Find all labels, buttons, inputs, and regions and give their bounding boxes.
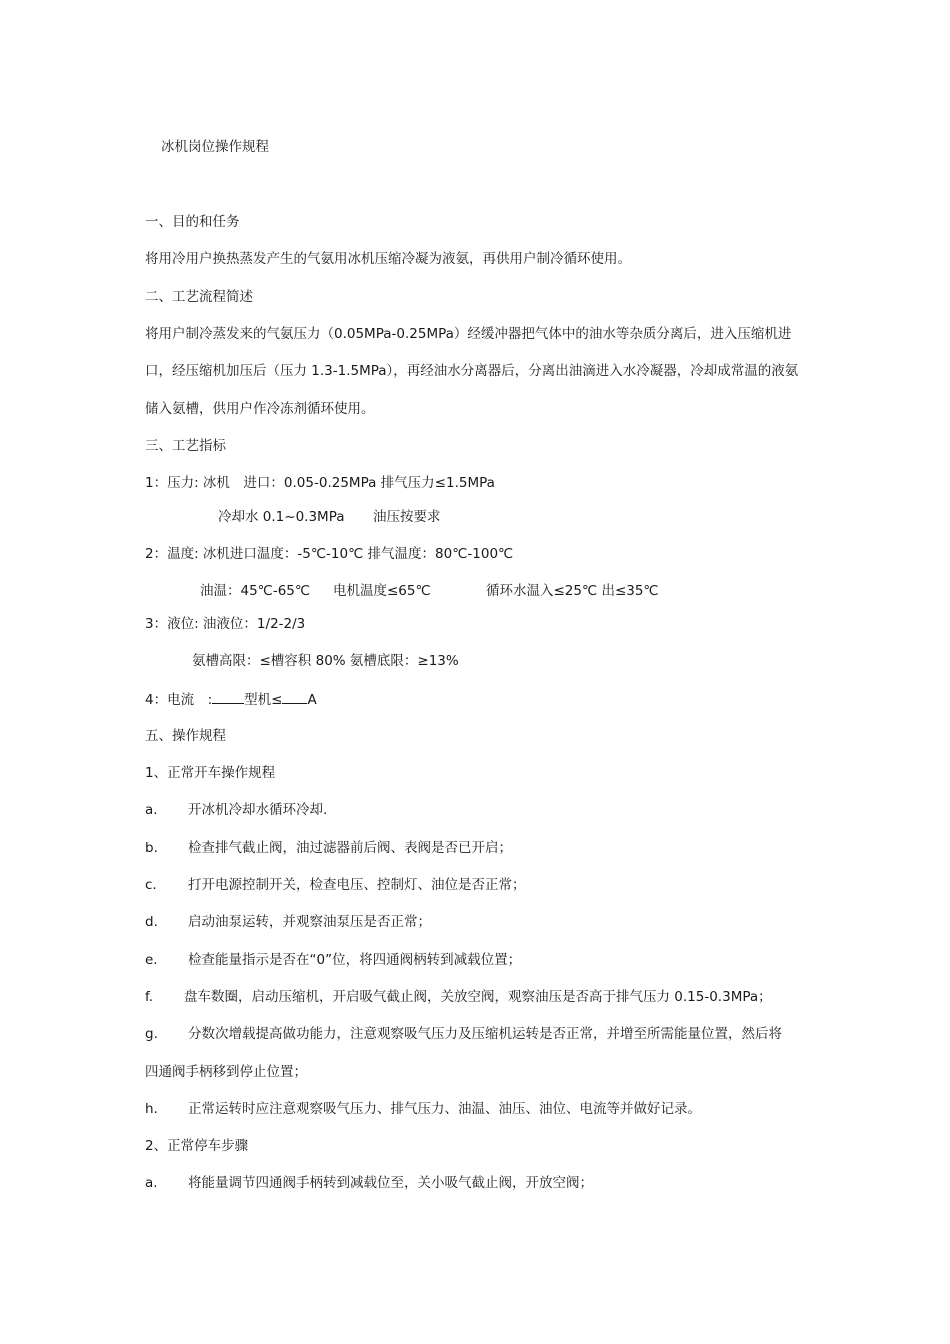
paragraph-process-line: 储入氨槽，供用户作冷冻剂循环使用。 bbox=[145, 401, 375, 417]
paragraph-process-line: 将用户制冷蒸发来的气氨压力（0.05MPa-0.25MPa）经缓冲器把气体中的油水等杂质分离后，进入压缩机进 bbox=[145, 326, 792, 342]
list-text: 打开电源控制开关，检查电压、控制灯、油位是否正常； bbox=[188, 877, 526, 893]
blank-underline bbox=[282, 690, 307, 704]
list-text: 开冰机冷却水循环冷却. bbox=[188, 802, 328, 818]
section-heading-operation: 五、操作规程 bbox=[145, 728, 226, 744]
list-marker: e. bbox=[145, 952, 158, 968]
list-marker: f. bbox=[145, 989, 154, 1005]
indicator-temperature: 2：温度: 冰机进口温度：-5℃-10℃ 排气温度：80℃-100℃ bbox=[145, 546, 514, 562]
indicator-tank-limits: 氨槽高限：≤槽容积 80% 氨槽底限：≥13% bbox=[192, 653, 459, 669]
list-item-continuation: 四通阀手柄移到停止位置； bbox=[145, 1064, 307, 1080]
indicator-motor-temp: 电机温度≤65℃ bbox=[333, 583, 431, 599]
list-text: 启动油泵运转，并观察油泵压是否正常； bbox=[188, 914, 431, 930]
section-heading-process: 二、工艺流程简述 bbox=[145, 289, 253, 305]
list-marker: d. bbox=[145, 914, 158, 930]
list-marker: h. bbox=[145, 1101, 158, 1117]
document-title: 冰机岗位操作规程 bbox=[161, 139, 269, 155]
indicator-pressure: 1：压力: 冰机 进口：0.05-0.25MPa 排气压力≤1.5MPa bbox=[145, 475, 495, 491]
list-marker: a. bbox=[145, 802, 158, 818]
subheading-startup: 1、正常开车操作规程 bbox=[145, 765, 276, 781]
section-heading-indicators: 三、工艺指标 bbox=[145, 438, 226, 454]
indicator-level: 3：液位: 油液位：1/2-2/3 bbox=[145, 616, 306, 632]
list-marker: g. bbox=[145, 1026, 158, 1042]
list-marker: c. bbox=[145, 877, 157, 893]
list-marker: a. bbox=[145, 1175, 158, 1191]
indicator-oil-pressure: 油压按要求 bbox=[373, 509, 441, 525]
subheading-shutdown: 2、正常停车步骤 bbox=[145, 1138, 249, 1154]
blank-underline bbox=[212, 690, 244, 704]
indicator-water-temp: 循环水温入≤25℃ 出≤35℃ bbox=[486, 583, 659, 599]
current-model-label: 型机≤ bbox=[244, 692, 283, 708]
list-text: 检查能量指示是否在“0”位，将四通阀柄转到减载位置； bbox=[188, 952, 522, 968]
current-unit: A bbox=[307, 692, 317, 708]
list-text: 分数次增载提高做功能力，注意观察吸气压力及压缩机运转是否正常，并增至所需能量位置，然后将 bbox=[188, 1026, 782, 1042]
indicator-oil-temp: 油温：45℃-65℃ bbox=[200, 583, 311, 599]
current-label: 4：电流 : bbox=[145, 692, 213, 708]
list-text: 盘车数圈，启动压缩机，开启吸气截止阀，关放空阀，观察油压是否高于排气压力 0.15-0.3MPa； bbox=[184, 989, 772, 1005]
section-heading-purpose: 一、目的和任务 bbox=[145, 214, 240, 230]
paragraph-process-line: 口，经压缩机加压后（压力 1.3-1.5MPa），再经油水分离器后，分离出油滴进入水冷凝器，冷却成常温的液氨 bbox=[145, 363, 799, 379]
indicator-current bbox=[145, 690, 317, 709]
list-text: 正常运转时应注意观察吸气压力、排气压力、油温、油压、油位、电流等并做好记录。 bbox=[188, 1101, 701, 1117]
list-text: 将能量调节四通阀手柄转到减载位至，关小吸气截止阀，开放空阀； bbox=[188, 1175, 593, 1191]
list-marker: b. bbox=[145, 840, 158, 856]
paragraph-purpose: 将用冷用户换热蒸发产生的气氨用冰机压缩冷凝为液氨，再供用户制冷循环使用。 bbox=[145, 251, 631, 267]
indicator-cooling-water: 冷却水 0.1~0.3MPa bbox=[218, 509, 345, 525]
list-text: 检查排气截止阀，油过滤器前后阀、表阀是否已开启； bbox=[188, 840, 512, 856]
